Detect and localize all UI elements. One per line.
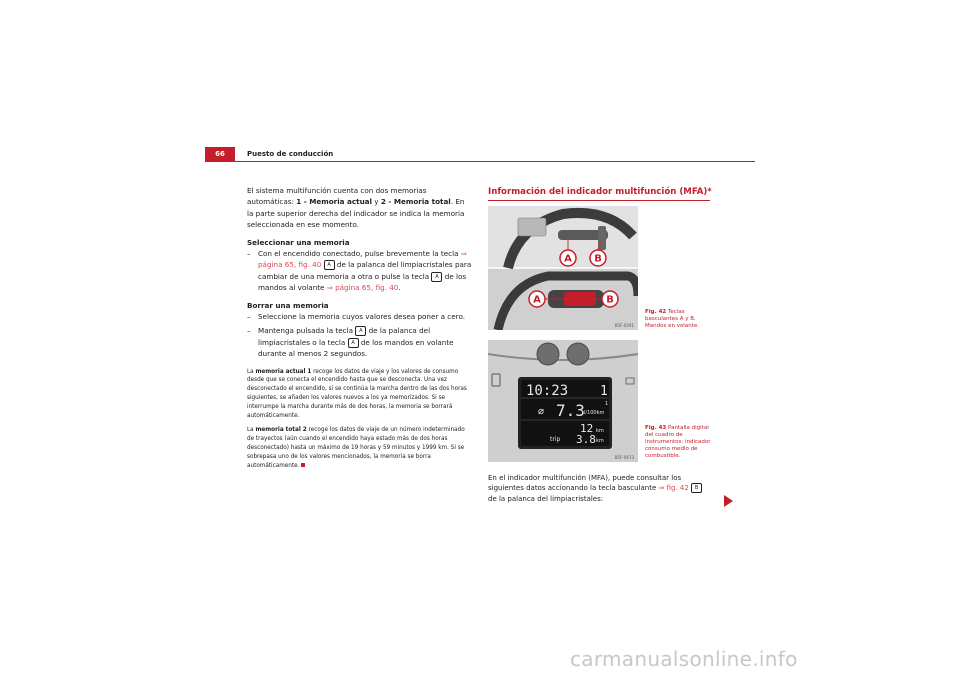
key-a-icon: A [324,260,335,270]
step-text: de la palanca del limpiacristales para cambiar de una memoria a otra o pulse la tecla [258,260,472,281]
steering-wheel-illustration [488,206,638,330]
display-range-unit: km [596,428,604,434]
display-consumption: 7.3 [556,401,585,420]
step-text: Con el encendido conectado, pulse brevemente la tecla [258,249,461,259]
display-trip-label: trip [550,436,561,443]
dash: – [247,249,251,259]
figure-43-caption [645,425,711,460]
key-a-icon: A [431,272,442,282]
step-text: de los mandos al volante [258,271,467,293]
note-text: recoge los datos de viaje y los valores de consumo desde que se conecta el encendido hasta que se desconecta. Una vez desconectado el encendido, si se continúa la marcha dentro de las dos horas siguientes, se añaden los valores nuevos a los ya memorizados. Si se interrumpe la marcha durante más de dos horas, la memoria se borrará automáticamente. [247,368,467,419]
step-text: Mantenga pulsada la tecla [258,326,356,336]
intro-text: El sistema multifunción cuenta con dos memorias automáticas: [247,186,427,207]
header-title: Puesto de conducción [247,150,334,158]
erase-step-1 [247,311,473,322]
page-number: 66 [205,147,235,161]
left-column [247,185,473,476]
memory-2-label: 2 - Memoria total [380,197,451,207]
note-bold: memoria actual 1 [255,368,312,375]
paragraph-text: de la palanca del limpiacristales: [488,494,604,503]
caption-lead: Fig. 42 [645,309,667,315]
select-memory-text [258,248,473,294]
caption-text: Teclas basculantes A y B. Mandos en volante. [645,309,699,329]
step-text: de los mandos en volante durante al menos 2 segundos. [258,337,454,359]
figure-42-caption [645,309,711,330]
average-icon: ⌀ [538,406,545,417]
select-memory-heading: Seleccionar una memoria [247,237,350,247]
key-a-icon: A [355,326,366,336]
step-text: de la palanca del limpiacristales o la tecla [258,326,431,347]
watermark: carmanualsonline.info [570,647,798,671]
erase-step-1-text: Seleccione la memoria cuyos valores desea poner a cero. [258,312,466,322]
display-memory-small: 1 [605,401,609,407]
note-memory-1 [247,368,473,421]
figure-reference-link[interactable]: ⇒ fig. 42 [658,484,689,493]
display-range: 12 [580,422,594,435]
intro-and: y [372,197,381,207]
display-memory: 1 [600,384,608,399]
label-b2: B [606,294,614,306]
figure-42-steering-controls [488,206,638,330]
key-a-icon: A [348,338,359,348]
end-mark-icon [301,463,305,467]
mfa-intro-paragraph [488,473,710,504]
dash: – [247,326,251,336]
erase-step-2 [247,325,473,359]
display-trip-unit: km [596,438,604,444]
note-text: La [247,427,256,434]
figure-43-digital-display [488,340,638,462]
note-memory-2 [247,426,473,470]
page-reference-link[interactable]: ⇒ página 65, fig. 40 [258,249,467,270]
erase-memory-heading: Borrar una memoria [247,300,329,310]
dash: – [247,312,251,322]
display-trip: 3.8 [576,433,596,446]
display-time: 10:23 [526,383,569,399]
step-text: . [398,283,401,293]
memory-1-label: 1 - Memoria actual [296,197,372,207]
instrument-display-illustration [488,340,638,462]
section-rule [488,200,710,201]
intro-paragraph [247,185,473,231]
page-reference-link[interactable]: ⇒ página 65, fig. 40 [326,283,399,293]
figure-code: B5F-0591 [614,323,634,328]
note-text: recoge los datos de viaje de un número indeterminado de trayectos (aún cuando el encendido haya estado más de dos horas desconectado) hasta un máximo de 19 horas y 59 minutos y 1999 km. Si se sobrepasa uno de los valores mencionados, la memoria se borra automáticamente. [247,427,465,469]
select-memory-step [247,248,473,294]
section-heading: Información del indicador multifunción (MFA)* [488,187,712,197]
note-bold: memoria total 2 [255,427,307,434]
erase-step-2-text [258,325,473,359]
header-rule [205,161,755,162]
paragraph-text: En el indicador multifunción (MFA), puede consultar los siguientes datos accionando la tecla basculante [488,474,682,493]
next-page-arrow-icon[interactable] [724,495,733,507]
caption-text: Pantalla digital del cuadro de instrumentos: indicador consumo medio de combustible. [645,425,711,459]
caption-lead: Fig. 43 [645,425,667,431]
note-text: La [247,368,256,375]
label-b: B [594,253,602,265]
label-a2: A [533,294,541,306]
intro-text-end: . En la parte superior derecha del indicador se indica la memoria seleccionada en ese momento. [247,197,465,230]
display-consumption-unit: l/100km [584,410,605,416]
label-a: A [564,253,572,265]
figure-code: B5F-0673 [614,455,634,460]
key-b-icon: B [691,483,702,493]
